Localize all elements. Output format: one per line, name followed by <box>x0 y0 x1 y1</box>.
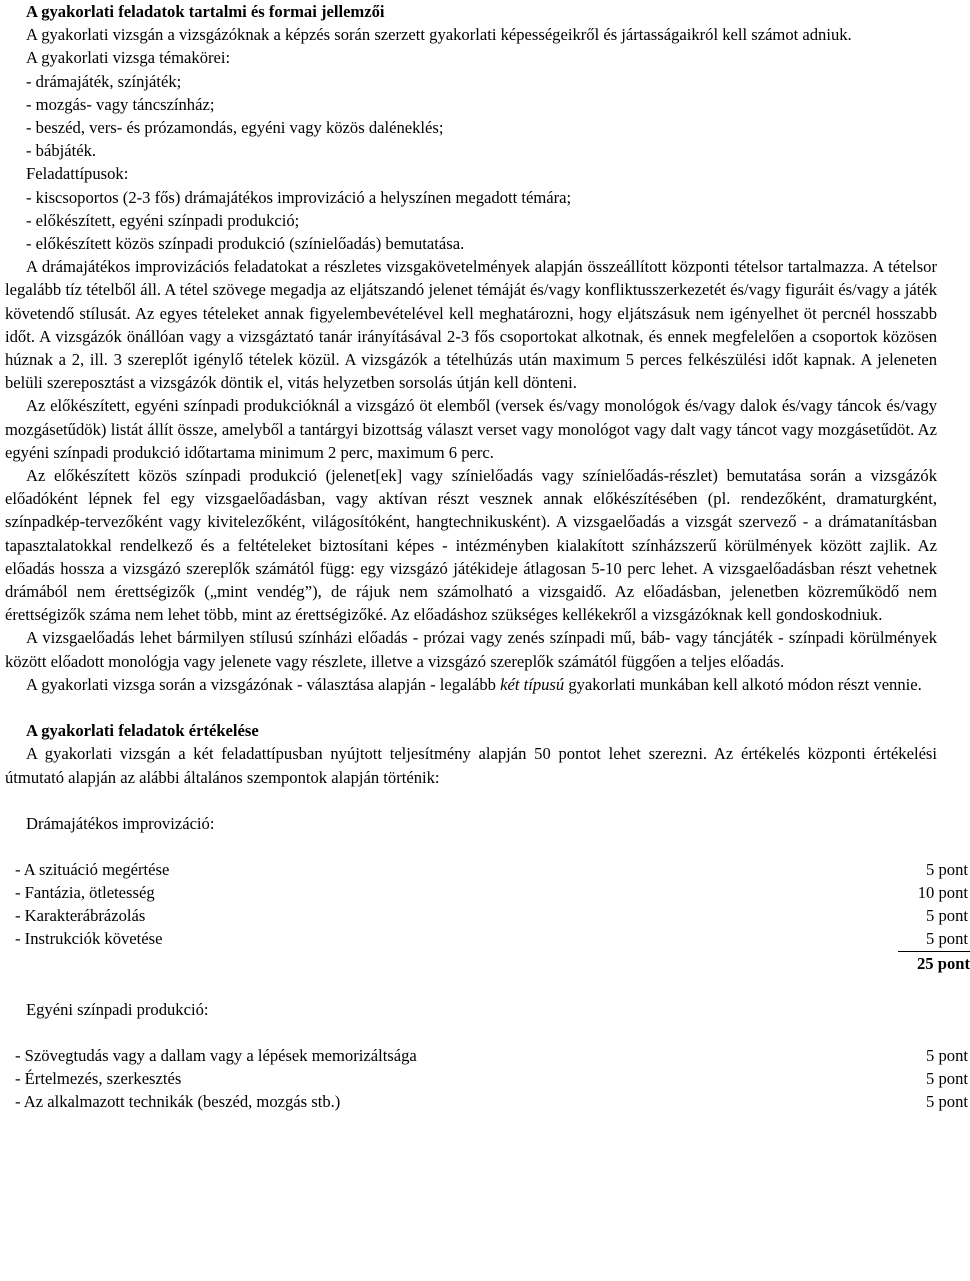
score-row <box>15 1090 968 1113</box>
topic-item: - mozgás- vagy táncszínház; <box>26 94 215 114</box>
criterion-points: 5 pont <box>926 1092 968 1112</box>
improvisation-paragraph: A drámajátékos improvizációs feladatokat a részletes vizsgakövetelmények alapján összeállított központi tételsor tartalmazza. A tételsor legalább tíz tételből áll. A tétel szövege megadja az eljátszandó jelenet témáját és/vagy konfliktusszerkezetét és/vagy figuráit és/vagy a játék követendő stílusát. Az egyes tételeket annak figyelembevételével kell meghatározni, hogy eljátszásuk nem igényelhet öt percnél hosszabb időt. A vizsgázók önállóan vagy a vizsgáztató tanár irányításával 2-3 fős csoportokat alkotnak, és ennek megfelelően a csoportok közösen húznak a 2, ill. 3 szereplőt igénylő tételek közül. A vizsgázók a tételhúzás után maximum 5 perces felkészülési időt kapnak. A jeleneten belüli szereposztást a vizsgázók döntik el, vitás helyzetben sorsolás útján kell dönteni. <box>5 257 937 393</box>
criterion-points: 5 pont <box>926 1046 968 1066</box>
type-item: - kiscsoportos (2-3 fős) drámajátékos improvizáció a helyszínen megadott témára; <box>26 187 572 207</box>
group-title-individual-production: Egyéni színpadi produkció: <box>26 999 209 1019</box>
evaluation-intro: A gyakorlati vizsgán a két feladattípusban nyújtott teljesítmény alapján 50 pontot lehet szerezni. Az értékelés központi értékelési útmutató alapján az alábbi általános szempontok alapján történik: <box>5 744 937 787</box>
types-heading: Feladattípusok: <box>26 164 129 184</box>
group-title-improvisation: Drámajátékos improvizáció: <box>26 813 215 833</box>
score-row <box>15 858 968 881</box>
intro-paragraph: A gyakorlati vizsgán a vizsgázóknak a képzés során szerzett gyakorlati képességeikről és jártasságaikról kell számot adniuk. <box>26 25 852 45</box>
section-title-evaluation: A gyakorlati feladatok értékelése <box>26 721 259 741</box>
score-row <box>15 927 968 950</box>
score-row <box>15 904 968 927</box>
total-row <box>15 951 970 975</box>
topic-item: - bábjáték. <box>26 141 97 161</box>
requirement-text-start: A gyakorlati vizsga során a vizsgázónak - választása alapján - legalább <box>26 674 501 694</box>
criterion-points: 5 pont <box>926 859 968 879</box>
requirement-paragraph <box>5 673 937 696</box>
requirement-text-end: gyakorlati munkában kell alkotó módon részt vennie. <box>564 674 922 694</box>
score-row <box>15 1067 968 1090</box>
criterion-label: - Fantázia, ötletesség <box>15 883 155 903</box>
criterion-label: - Az alkalmazott technikák (beszéd, mozgás stb.) <box>15 1092 341 1112</box>
criterion-label: - Karakterábrázolás <box>15 906 146 926</box>
total-points: 25 pont <box>898 951 970 975</box>
criterion-points: 5 pont <box>926 1069 968 1089</box>
score-row <box>15 881 968 904</box>
criterion-points: 5 pont <box>926 929 968 949</box>
requirement-emphasis: két típusú <box>500 674 565 694</box>
criterion-points: 10 pont <box>917 883 968 903</box>
criterion-label: - Értelmezés, szerkesztés <box>15 1069 182 1089</box>
performance-style-paragraph: A vizsgaelőadás lehet bármilyen stílusú színházi előadás - prózai vagy zenés színpadi mű, báb- vagy táncjáték - színpadi körülmények között előadott monológja vagy jelenete vagy részlete, illetve a vizsgázó szereplők számától függően a teljes előadás. <box>5 628 937 671</box>
criterion-label: - A szituáció megértése <box>15 859 170 879</box>
topic-item: - drámajáték, színjáték; <box>26 71 182 91</box>
topic-item: - beszéd, vers- és prózamondás, egyéni vagy közös daléneklés; <box>26 118 444 138</box>
type-item: - előkészített közös színpadi produkció (színielőadás) bemutatása. <box>26 234 465 254</box>
document-page <box>5 0 970 1114</box>
topics-heading: A gyakorlati vizsga témakörei: <box>26 48 231 68</box>
group-production-paragraph: Az előkészített közös színpadi produkció (jelenet[ek] vagy színielőadás vagy színielőadás-részlet) bemutatása során a vizsgázók előadóként lépnek fel egy vizsgaelőadásban, vagy aktívan részt vesznek annak előkészítésében (pl. rendezőként, dramaturgként, színpadkép-tervezőként vagy kivitelezőként, világosítóként, hangtechnikusként). A vizsgaelőadás a vizsgát szervező - a drámatanításban tapasztalatokkal rendelkező és a feltételeket biztosítani képes - intézményben kialakított színházszerű körülmények között zajlik. Az előadás hossza a vizsgázó szereplők számától függ: egy vizsgázó játékideje átlagosan 5-10 perc lehet. A vizsgaelőadásban részt vehetnek drámából nem érettségizők („mint vendég”), de rájuk nem számolható a vizsgaidő. Az előadásban, jelenetben közreműködő nem érettségizők száma nem lehet több, mint az érettségizőké. Az előadáshoz szükséges kellékekről a vizsgázóknak kell gondoskodniuk. <box>5 466 937 625</box>
section-title-features: A gyakorlati feladatok tartalmi és formai jellemzői <box>26 2 385 21</box>
criterion-label: - Instrukciók követése <box>15 929 163 949</box>
individual-production-paragraph: Az előkészített, egyéni színpadi produkcióknál a vizsgázó öt elemből (versek és/vagy monológok és/vagy dalok és/vagy táncok és/vagy mozgásetűdök) listát állít össze, amelyből a tantárgyi bizottság választ verset vagy monológot vagy dalt vagy táncot vagy mozgásetűdöt. Az egyéni színpadi produkció időtartama minimum 2 perc, maximum 6 perc. <box>5 396 937 462</box>
score-row <box>15 1044 968 1067</box>
type-item: - előkészített, egyéni színpadi produkció; <box>26 210 300 230</box>
criterion-points: 5 pont <box>926 906 968 926</box>
criterion-label: - Szövegtudás vagy a dallam vagy a lépések memorizáltsága <box>15 1046 417 1066</box>
